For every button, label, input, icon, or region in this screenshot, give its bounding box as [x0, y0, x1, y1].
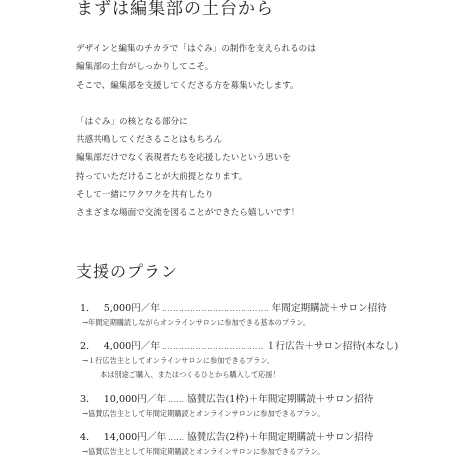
- intro-line: 共感共鳴してくださることはもちろん: [76, 135, 223, 146]
- plan-price: 14,000円／年: [103, 432, 167, 443]
- plan-item: [80, 429, 380, 457]
- plan-number: 3．: [80, 394, 96, 405]
- intro-line: 持っていただけることが大前提となります。: [76, 171, 248, 182]
- intro-line: そこで、編集部を支援してくださる方を募集いたします。: [76, 80, 299, 91]
- plan-item: [80, 300, 387, 328]
- plan-price: 10,000円／年: [103, 394, 167, 405]
- plan-leader-dots: ‥‥‥‥‥‥‥‥‥‥‥‥‥‥‥‥‥‥: [161, 343, 264, 351]
- plan-detail: →協賛広告主として年間定期購読とオンラインサロンに参加できるプラン。: [82, 409, 325, 418]
- plan-leader-dots: ‥‥‥: [168, 434, 186, 442]
- plan-price: 5,000円／年: [103, 303, 160, 314]
- plan-note: 本は別途ご購入、またはつくるひとから購入して応援！: [100, 370, 280, 379]
- plan-price: 4,000円／年: [103, 341, 160, 352]
- intro-text: [76, 40, 316, 223]
- section-heading-plans: 支援のプラン: [76, 262, 179, 281]
- intro-line: さまざまな場面で交流を図ることができたら嬉しいです！: [76, 208, 300, 219]
- plan-main-line: [80, 338, 399, 352]
- intro-line: 編集部の土台がしっかりしてこそ。: [76, 62, 214, 73]
- plan-main-line: [80, 300, 387, 314]
- intro-line: 「はぐみ」の核となる部分に: [76, 116, 188, 127]
- plan-leader-dots: ‥‥‥‥‥‥‥‥‥‥‥‥‥‥‥‥‥‥‥: [161, 305, 270, 313]
- plan-main-line: [80, 391, 374, 405]
- plan-description: 協賛広告(2枠)＋年間定期購読＋サロン招待: [187, 432, 374, 443]
- plan-detail: →協賛広告主として年間定期購読とオンラインサロンに参加できるプラン。: [82, 447, 325, 456]
- intro-spacer: [76, 95, 316, 113]
- plan-number: 2．: [80, 341, 96, 352]
- plan-leader-dots: ‥‥‥: [168, 396, 186, 404]
- intro-line: 編集部だけでなく表現者たちを応援したいという思いを: [76, 153, 291, 164]
- plan-description: １行広告＋サロン招待(本なし): [266, 341, 399, 352]
- plan-description: 年間定期購読＋サロン招待: [271, 303, 387, 314]
- plan-item: [80, 338, 399, 380]
- intro-line: そして一緒にワクワクを共有したり: [76, 190, 214, 201]
- section-heading-foundation: まずは編集部の土台から: [76, 0, 274, 19]
- plan-description: 協賛広告(1枠)＋年間定期購読＋サロン招待: [187, 394, 374, 405]
- plan-number: 4．: [80, 432, 96, 443]
- intro-line: デザインと編集のチカラで「はぐみ」の制作を支えられるのは: [76, 44, 316, 54]
- plan-detail: →１行広告主としてオンラインサロンに参加できるプラン。: [82, 356, 275, 365]
- plan-detail: →年間定期購読しながらオンラインサロンに参加できる基本のプラン。: [82, 318, 311, 327]
- plan-main-line: [80, 429, 374, 443]
- plan-item: [80, 391, 380, 419]
- plan-number: 1．: [80, 303, 96, 314]
